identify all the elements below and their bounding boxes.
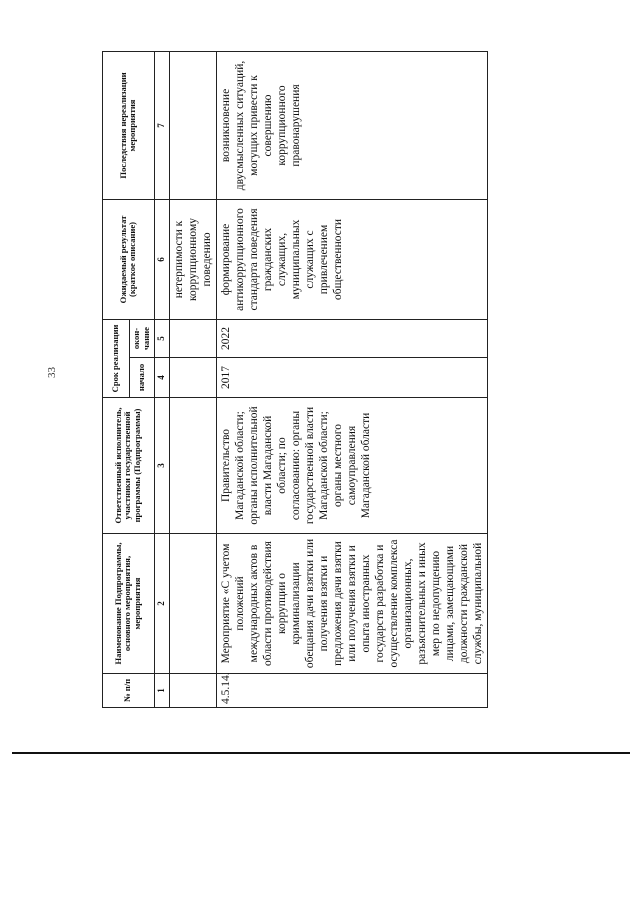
col-number: 3 <box>154 398 169 534</box>
continuation-row <box>169 51 216 707</box>
col-number: 6 <box>154 199 169 319</box>
header-executor: Ответственный исполнитель, участники государственной программы (Подпрограммы) <box>103 398 155 534</box>
measures-table <box>102 51 488 708</box>
row-num: 4.5.14. <box>216 674 487 708</box>
row-start: 2017 <box>216 358 487 398</box>
header-term-start: начало <box>130 358 155 398</box>
col-number: 5 <box>154 319 169 357</box>
row-executor: Правительство Магаданской области; органы исполнительной власти Магаданской области; по согласованию: органы государственной власти Магаданской области; органы местного самоуправления Магаданской области <box>216 398 487 534</box>
table-row <box>216 51 487 707</box>
page-number: 33 <box>46 367 58 378</box>
header-term-end: окон-чание <box>130 319 155 357</box>
row-end: 2022 <box>216 319 487 357</box>
row-name: Мероприятие «С учетом положений международных актов в области противодействия коррупции о криминализации обещания дачи взятки или получения взятки и предложения дачи взятки или получения взятки и опыта иностранных государств разработка и осуществление комплекса организационных, разъяснительных и иных мер по недопущению лицами, замещающими должности гражданской службы, муниципальной <box>216 534 487 674</box>
header-consequences: Последствия нереализации мероприятия <box>103 51 155 199</box>
rotated-table <box>102 52 485 708</box>
col-number: 1 <box>154 674 169 708</box>
header-term: Срок реализации <box>103 319 130 397</box>
continuation-result: нетерпимости к коррупционному поведению <box>169 199 216 319</box>
row-result: формирование антикоррупционного стандарта поведения гражданских служащих, муниципальных служащих с привлечением общественности <box>216 199 487 319</box>
horizontal-rule <box>12 752 630 754</box>
row-consequences: возникновение двусмысленных ситуаций, могущих привести к совершению коррупционного правонарушения <box>216 51 487 199</box>
col-number: 7 <box>154 51 169 199</box>
header-result: Ожидаемый результат (краткое описание) <box>103 199 155 319</box>
header-num: № п/п <box>103 674 155 708</box>
col-number: 4 <box>154 358 169 398</box>
header-name: Наименование Подпрограммы, основного мероприятия, мероприятия <box>103 534 155 674</box>
column-numbers-row <box>154 51 169 707</box>
col-number: 2 <box>154 534 169 674</box>
